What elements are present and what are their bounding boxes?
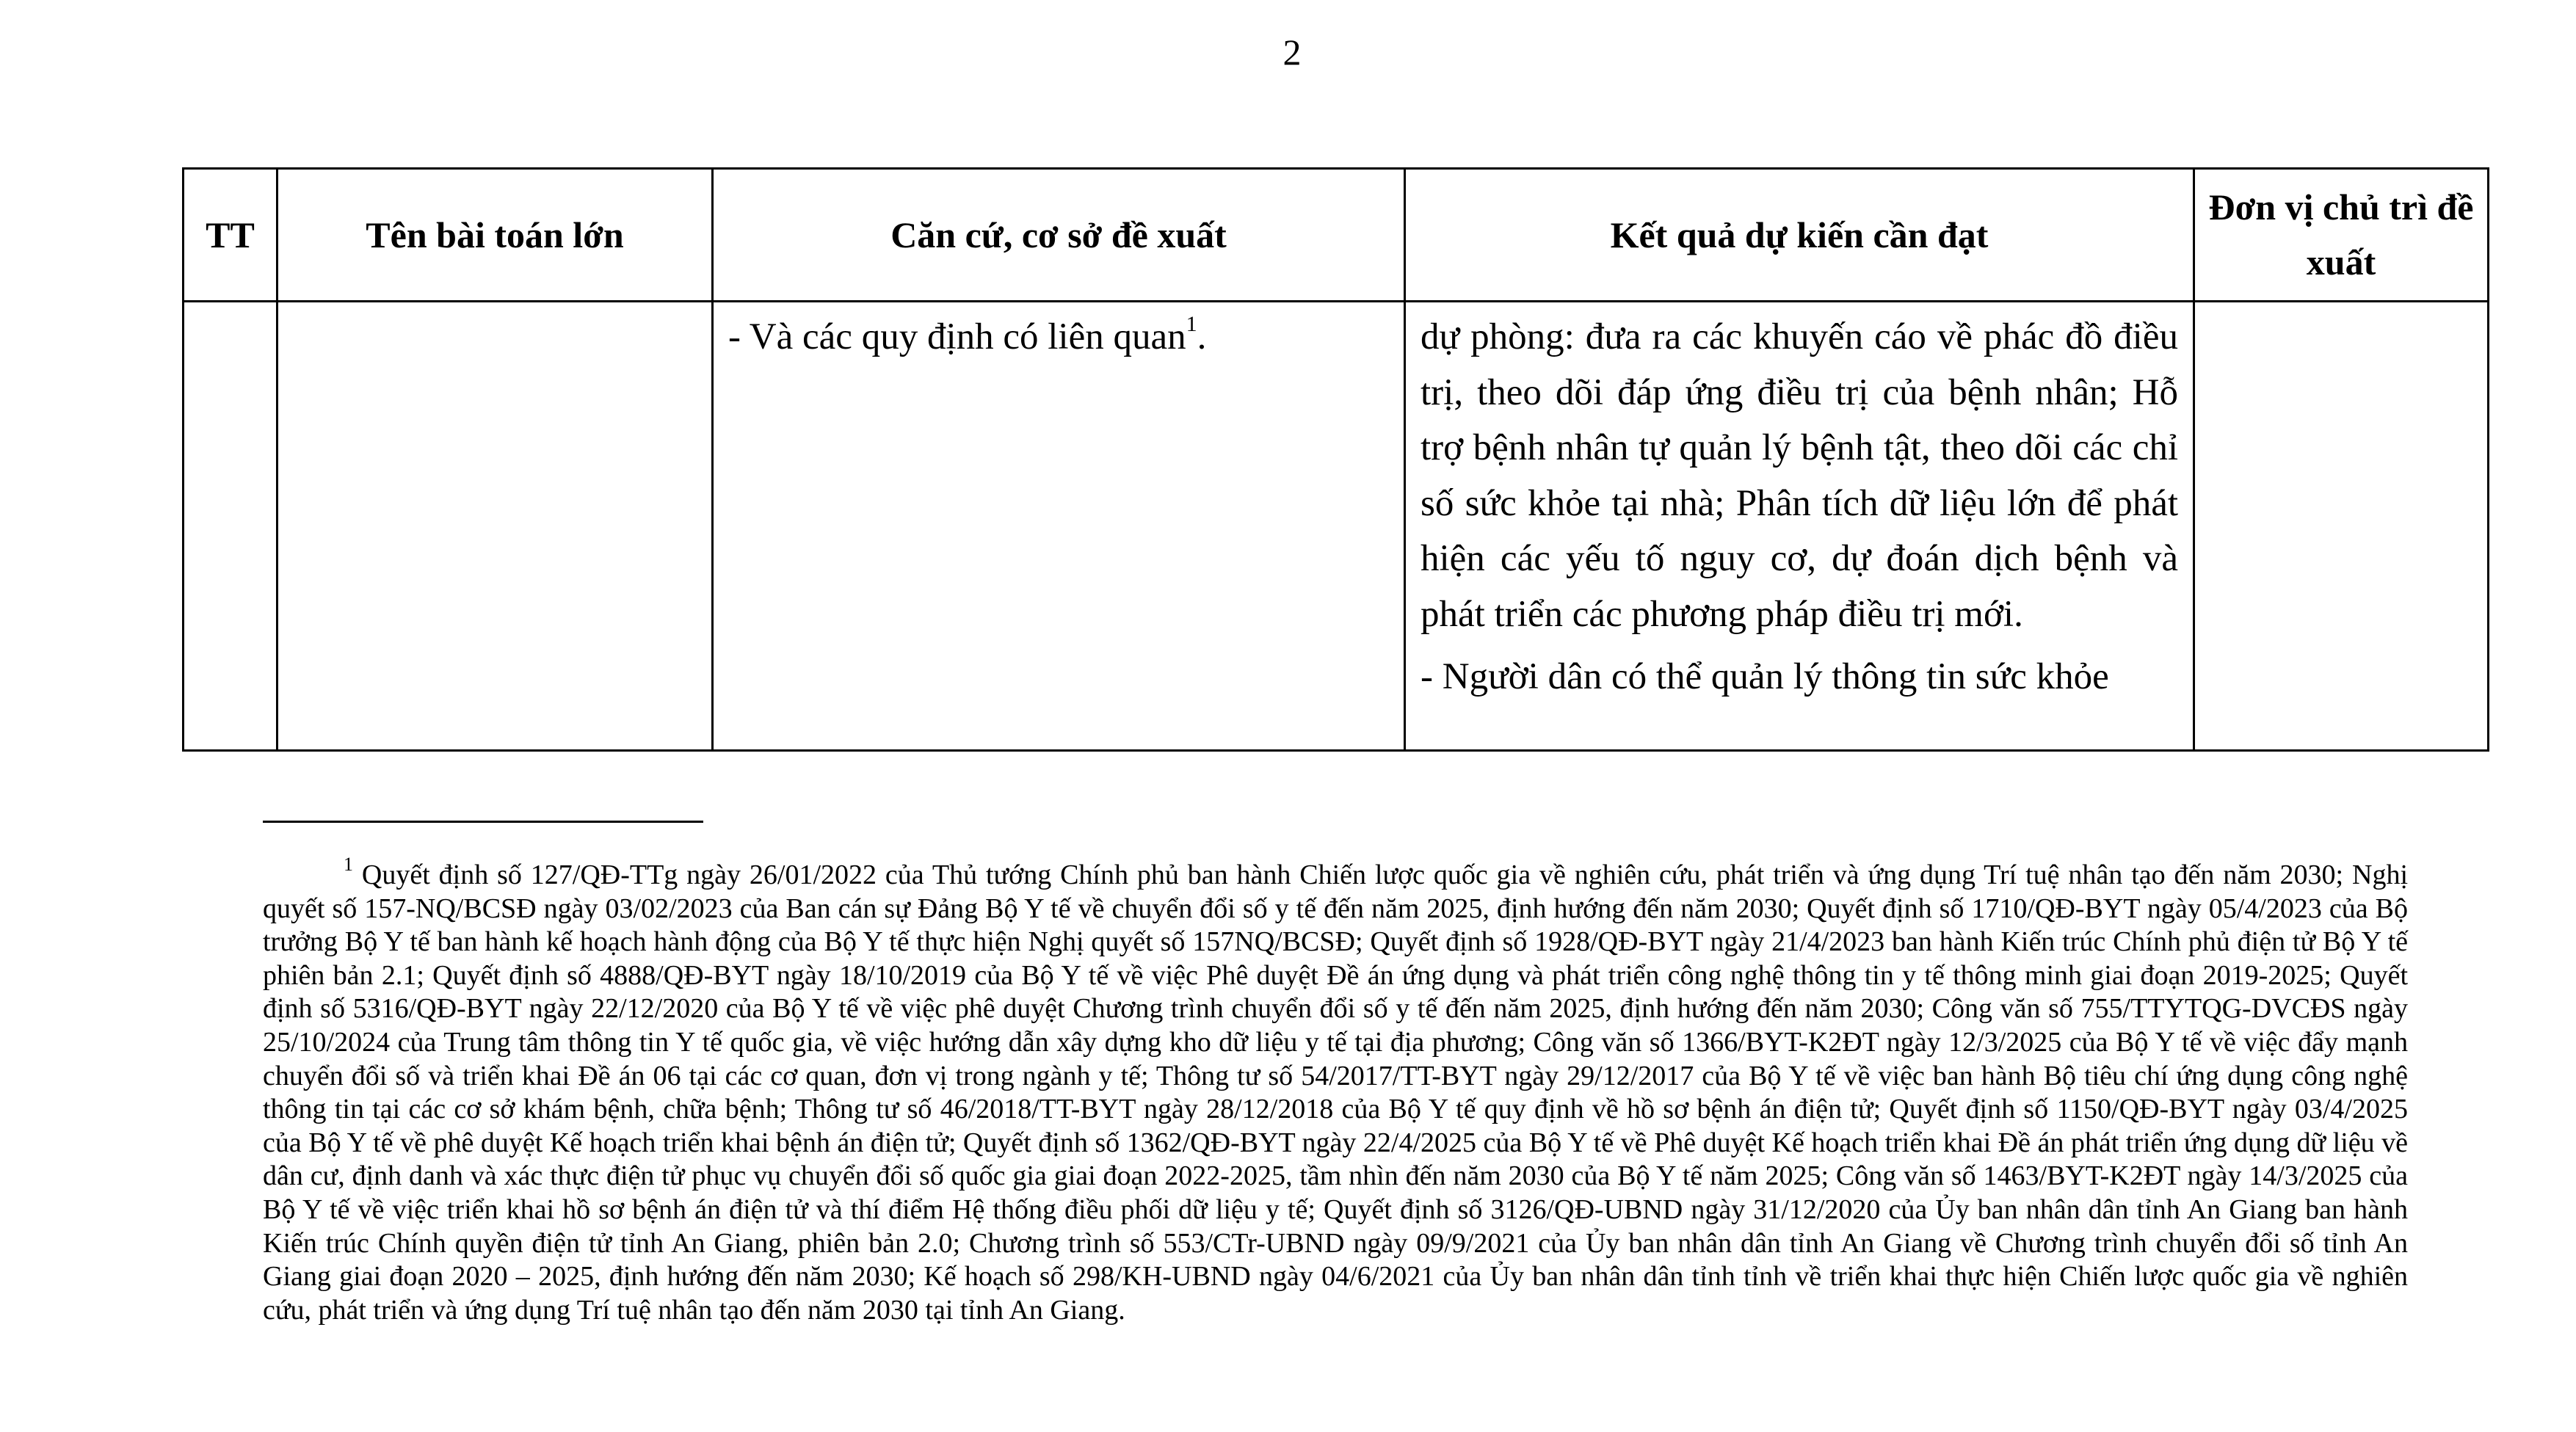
table-row — [184, 302, 2489, 751]
cell-problem-name — [277, 302, 713, 751]
table-header-row — [184, 169, 2489, 302]
cell-expected-result — [1405, 302, 2194, 751]
result-paragraph: - Người dân có thể quản lý thông tin sức khỏe — [1421, 656, 2109, 697]
footnote-text: Quyết định số 127/QĐ-TTg ngày 26/01/2022 của Thủ tướng Chính phủ ban hành Chiến lược quốc gia về nghiên cứu, phát triển và ứng dụng Trí tuệ nhân tạo đến năm 2030; Nghị quyết số 157-NQ/BCSĐ ngày 03/02/2023 của Ban cán sự Đảng Bộ Y tế về chuyển đổi số y tế đến năm 2025, định hướng đến năm 2030; Quyết định số 1710/QĐ-BYT ngày 05/4/2023 của Bộ trưởng Bộ Y tế ban hành kế hoạch hành động của Bộ Y tế thực hiện Nghị quyết số 157NQ/BCSĐ; Quyết định số 1928/QĐ-BYT ngày 21/4/2023 ban hành Kiến trúc Chính phủ điện tử Bộ Y tế phiên bản 2.1; Quyết định số 4888/QĐ-BYT ngày 18/10/2019 của Bộ Y tế về việc Phê duyệt Đề án ứng dụng và phát triển công nghệ thông tin y tế thông minh giai đoạn 2019-2025; Quyết định số 5316/QĐ-BYT ngày 22/12/2020 của Bộ Y tế về việc phê duyệt Chương trình chuyển đổi số y tế đến năm 2025, định hướng đến năm 2030; Công văn số 755/TTYTQG-DVCĐS ngày 25/10/2024 của Trung tâm thông tin Y tế quốc gia, về việc hướng dẫn xây dựng kho dữ liệu y tế tại địa phương; Công văn số 1366/BYT-K2ĐT ngày 12/3/2025 của Bộ Y tế về việc đẩy mạnh chuyển đổi số và triển khai Đề án 06 tại các cơ quan, đơn vị trong ngành y tế; Thông tư số 54/2017/TT-BYT ngày 29/12/2017 của Bộ Y tế về việc ban hành Bộ tiêu chí ứng dụng công nghệ thông tin tại các cơ sở khám bệnh, chữa bệnh; Thông tư số 46/2018/TT-BYT ngày 28/12/2018 của Bộ Y tế quy định về hồ sơ bệnh án điện tử; Quyết định số 1150/QĐ-BYT ngày 03/4/2025 của Bộ Y tế về phê duyệt Kế hoạch triển khai bệnh án điện tử; Quyết định số 1362/QĐ-BYT ngày 22/4/2025 của Bộ Y tế về Phê duyệt Kế hoạch triển khai Đề án phát triển ứng dụng dữ liệu về dân cư, định danh và xác thực điện tử phục vụ chuyển đổi số quốc gia giai đoạn 2022-2025, tầm nhìn đến năm 2030 của Bộ Y tế năm 2025; Công văn số 1463/BYT-K2ĐT ngày 14/3/2025 của Bộ Y tế về việc triển khai hồ sơ bệnh án điện tử và thí điểm Hệ thống điều phối dữ liệu y tế; Quyết định số 3126/QĐ-UBND ngày 31/12/2020 của Ủy ban nhân dân tỉnh An Giang ban hành Kiến trúc Chính quyền điện tử tỉnh An Giang, phiên bản 2.0; Chương trình số 553/CTr-UBND ngày 09/9/2021 của Ủy ban nhân dân tỉnh An Giang về Chương trình chuyển đổi số tỉnh An Giang giai đoạn 2020 – 2025, định hướng đến năm 2030; Kế hoạch số 298/KH-UBND ngày 04/6/2021 của Ủy ban nhân dân tỉnh tỉnh về triển khai thực hiện Chiến lược quốc gia về nghiên cứu, phát triển và ứng dụng Trí tuệ nhân tạo đến năm 2030 tại tỉnh An Giang. — [263, 859, 2409, 1326]
result-paragraph: dự phòng: đưa ra các khuyến cáo về phác đồ điều trị, theo dõi đáp ứng điều trị của bệnh nhân; Hỗ trợ bệnh nhân tự quản lý bệnh tật, theo dõi các chỉ số sức khỏe tại nhà; Phân tích dữ liệu lớn để phát hiện các yếu tố nguy cơ, dự đoán dịch bệnh và phát triển các phương pháp điều trị mới. — [1421, 316, 2178, 635]
cell-tt — [184, 302, 277, 751]
header-lead-unit-label: Đơn vị chủ trì đề xuất — [2208, 186, 2474, 283]
proposal-table — [182, 167, 2489, 752]
header-lead-unit — [2194, 169, 2489, 302]
page-number: 2 — [1282, 32, 1302, 73]
header-tt: TT — [184, 169, 277, 302]
header-basis: Căn cứ, cơ sở đề xuất — [713, 169, 1405, 302]
basis-paragraph — [728, 310, 1389, 366]
header-problem-name: Tên bài toán lớn — [277, 169, 713, 302]
basis-text: - Và các quy định có liên quan — [728, 316, 1186, 357]
cell-lead-unit — [2194, 302, 2489, 751]
footnote — [263, 854, 2409, 1327]
basis-suffix: . — [1197, 316, 1207, 357]
footnote-reference[interactable]: 1 — [1186, 312, 1197, 336]
footnote-separator — [263, 821, 703, 823]
header-expected-result: Kết quả dự kiến cần đạt — [1405, 169, 2194, 302]
cell-basis — [713, 302, 1405, 751]
footnote-marker: 1 — [344, 854, 353, 876]
